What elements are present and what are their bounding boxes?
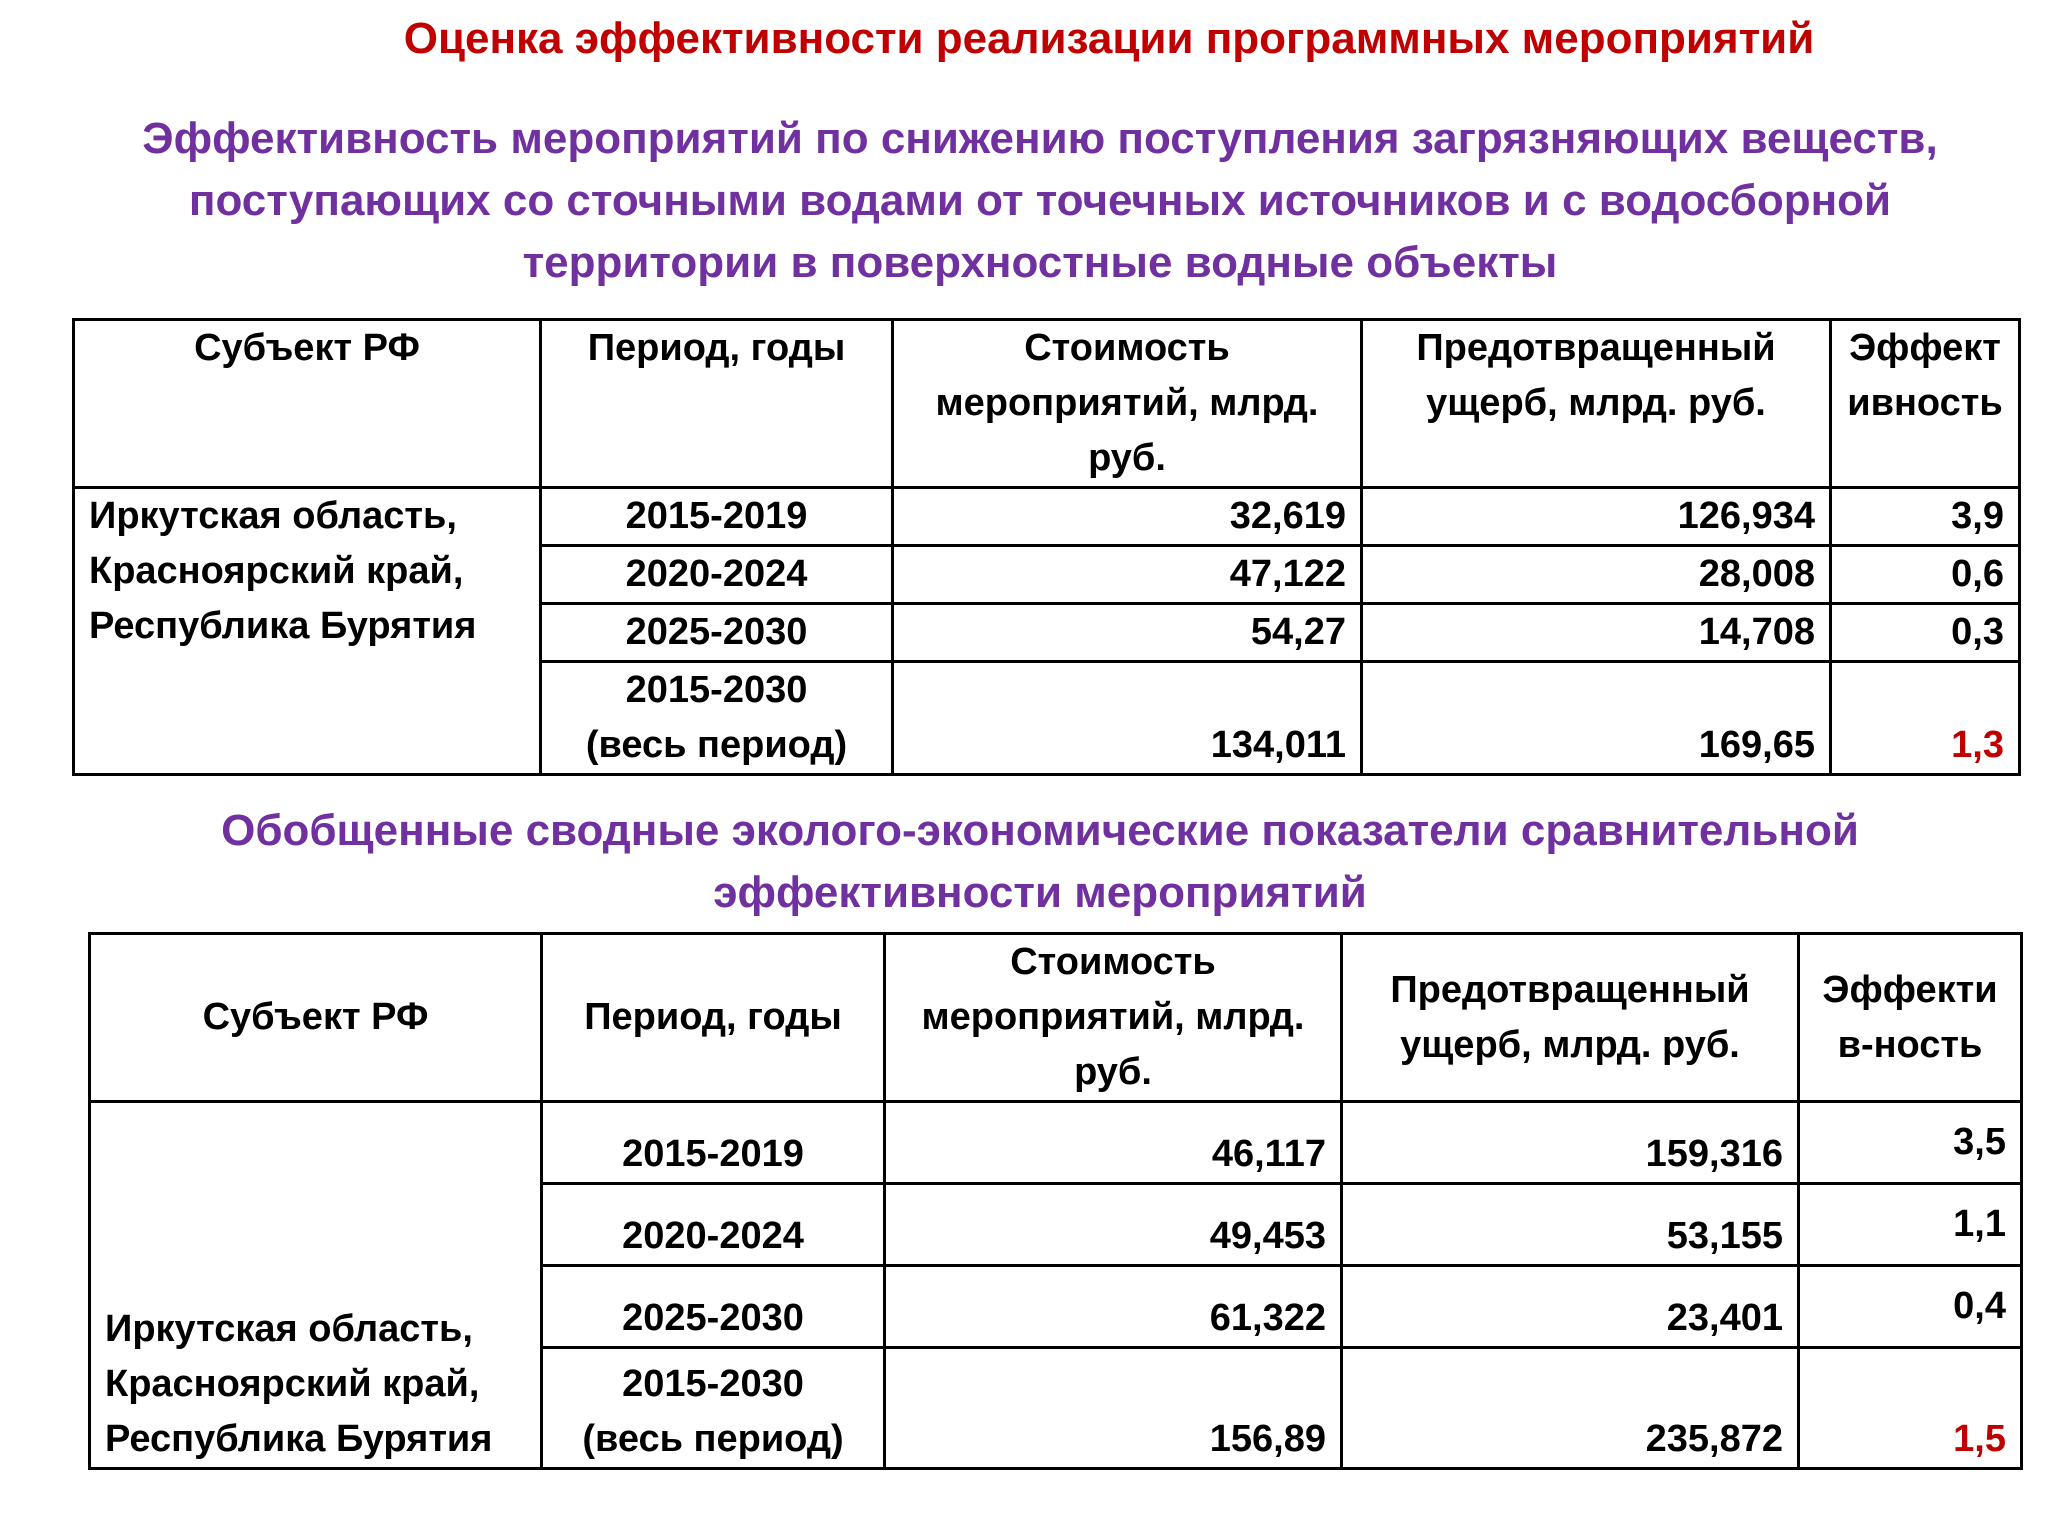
effectiveness-cell: 1,1 — [1799, 1184, 2022, 1266]
period-value: 2015-2030 — [625, 669, 808, 711]
period-cell: 2025-2030 — [541, 604, 893, 662]
period-cell — [541, 662, 893, 775]
section1-heading — [90, 108, 1990, 294]
table-header-row — [90, 934, 2022, 1102]
header-damage: Предотвращенный ущерб, млрд. руб. — [1342, 934, 1799, 1102]
summary-table — [88, 932, 2023, 1470]
cost-cell: 32,619 — [893, 488, 1362, 546]
effectiveness-cell: 3,9 — [1831, 488, 2020, 546]
header-effectiveness: Эффекти в-ность — [1799, 934, 2022, 1102]
period-cell: 2015-2019 — [542, 1102, 885, 1184]
subject-line: Красноярский край, — [89, 550, 464, 592]
period-note: (весь период) — [585, 724, 848, 766]
subject-line: Красноярский край, — [105, 1363, 480, 1405]
period-value: 2015-2030 — [622, 1363, 804, 1405]
damage-cell: 14,708 — [1362, 604, 1831, 662]
cost-cell: 156,89 — [885, 1348, 1342, 1469]
header-subject: Субъект РФ — [74, 320, 541, 488]
subject-cell — [74, 488, 541, 775]
header-subject: Субъект РФ — [90, 934, 542, 1102]
page-title: Оценка эффективности реализации программных мероприятий — [403, 14, 1815, 63]
cost-cell: 46,117 — [885, 1102, 1342, 1184]
effectiveness-cell-total: 1,5 — [1799, 1348, 2022, 1469]
cost-cell: 54,27 — [893, 604, 1362, 662]
header-period: Период, годы — [541, 320, 893, 488]
header-cost: Стоимость мероприятий, млрд. руб. — [893, 320, 1362, 488]
section2-heading — [90, 800, 1990, 924]
table-header-row — [74, 320, 2020, 488]
effectiveness-table — [72, 318, 2021, 776]
period-cell: 2015-2019 — [541, 488, 893, 546]
cost-cell: 47,122 — [893, 546, 1362, 604]
period-cell — [542, 1348, 885, 1469]
damage-cell: 126,934 — [1362, 488, 1831, 546]
table-row — [90, 1102, 2022, 1184]
period-cell: 2025-2030 — [542, 1266, 885, 1348]
section1-heading-line: Эффективность мероприятий по снижению поступления загрязняющих веществ, — [142, 114, 1938, 163]
subject-cell — [90, 1102, 542, 1469]
header-cost: Стоимость мероприятий, млрд. руб. — [885, 934, 1342, 1102]
section2-heading-line: эффективности мероприятий — [713, 868, 1367, 917]
subject-line: Иркутская область, — [89, 495, 457, 537]
table-row — [74, 488, 2020, 546]
section2-heading-line: Обобщенные сводные эколого-экономические показатели сравнительной — [221, 806, 1859, 855]
damage-cell: 235,872 — [1342, 1348, 1799, 1469]
damage-cell: 28,008 — [1362, 546, 1831, 604]
period-note: (весь период) — [582, 1418, 844, 1460]
header-effectiveness: Эффект ивность — [1831, 320, 2020, 488]
effectiveness-cell: 0,3 — [1831, 604, 2020, 662]
cost-cell: 134,011 — [893, 662, 1362, 775]
damage-cell: 53,155 — [1342, 1184, 1799, 1266]
subject-line: Республика Бурятия — [105, 1418, 493, 1460]
effectiveness-cell-total: 1,3 — [1831, 662, 2020, 775]
section1-heading-line: поступающих со сточными водами от точечных источников и с водосборной — [188, 176, 1892, 225]
effectiveness-cell: 0,6 — [1831, 546, 2020, 604]
period-cell: 2020-2024 — [542, 1184, 885, 1266]
period-cell: 2020-2024 — [541, 546, 893, 604]
subject-line: Республика Бурятия — [89, 605, 477, 647]
section1-heading-line: территории в поверхностные водные объекты — [522, 238, 1558, 287]
header-damage: Предотвращенный ущерб, млрд. руб. — [1362, 320, 1831, 488]
cost-cell: 61,322 — [885, 1266, 1342, 1348]
damage-cell: 23,401 — [1342, 1266, 1799, 1348]
damage-cell: 159,316 — [1342, 1102, 1799, 1184]
cost-cell: 49,453 — [885, 1184, 1342, 1266]
subject-line: Иркутская область, — [105, 1308, 473, 1350]
effectiveness-cell: 3,5 — [1799, 1102, 2022, 1184]
damage-cell: 169,65 — [1362, 662, 1831, 775]
effectiveness-cell: 0,4 — [1799, 1266, 2022, 1348]
header-period: Период, годы — [542, 934, 885, 1102]
